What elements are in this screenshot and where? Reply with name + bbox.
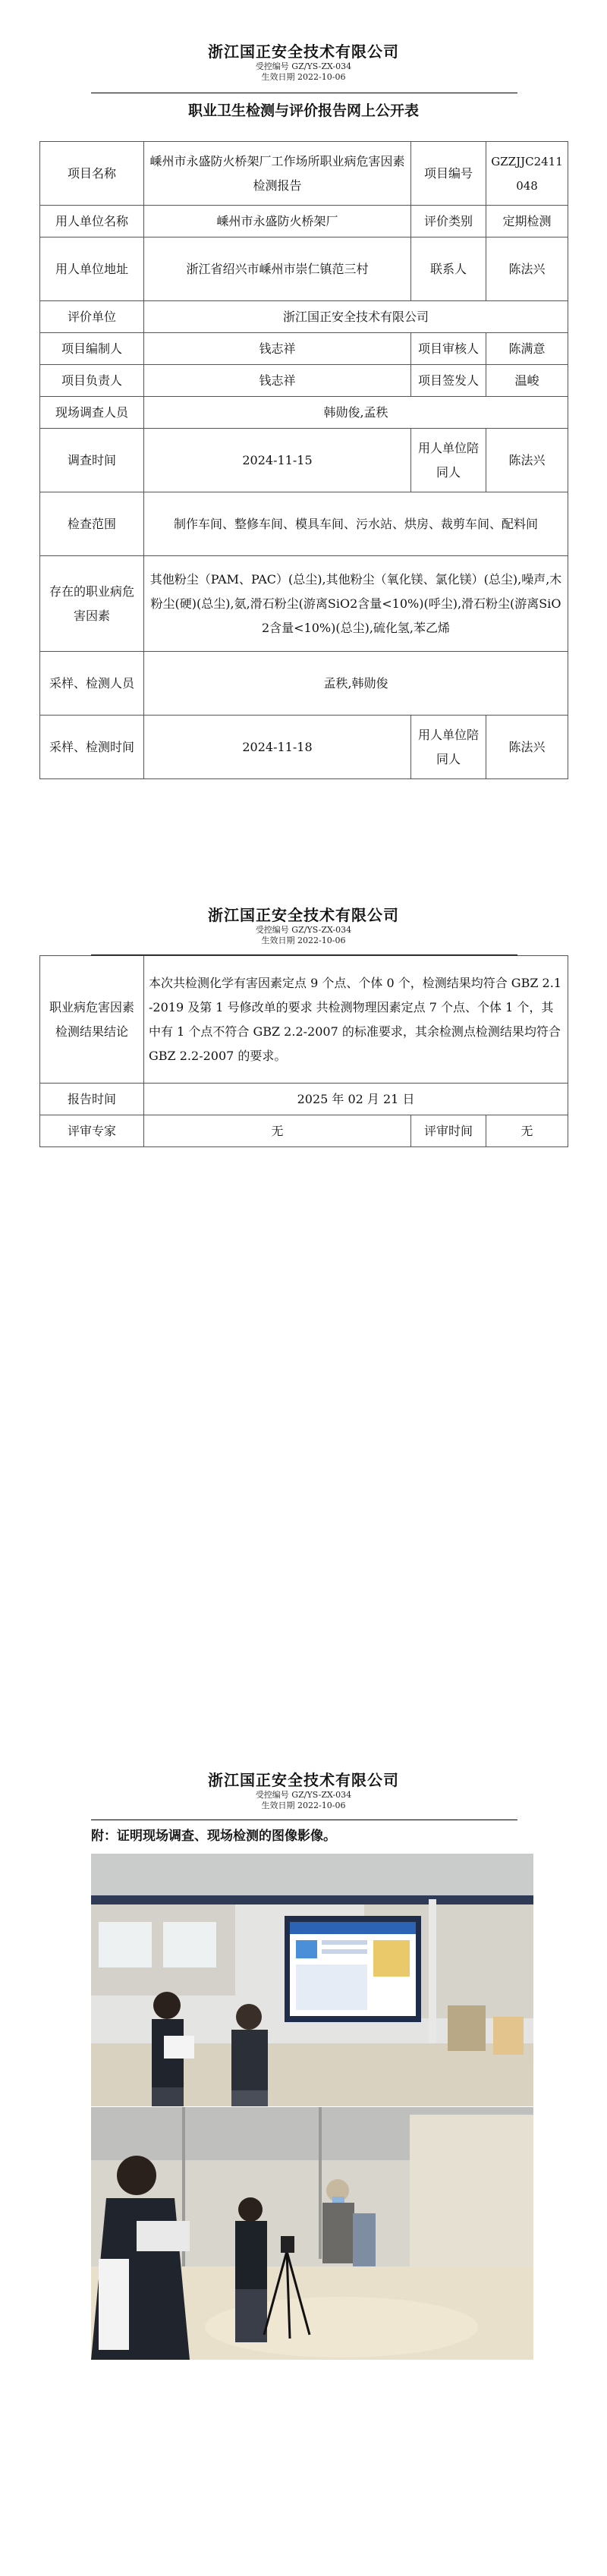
survey-time-value: 2024-11-15	[144, 429, 411, 492]
leader-value: 钱志祥	[144, 365, 411, 397]
accompany-label: 用人单位陪同人	[411, 716, 486, 779]
page3-header	[0, 1768, 607, 1811]
auditor-value: 陈满意	[486, 333, 568, 365]
sample-time-label: 采样、检测时间	[40, 716, 144, 779]
conclusion-label: 职业病危害因素检测结果结论	[40, 956, 144, 1084]
project-no-label: 项目编号	[411, 142, 486, 206]
samplers-value: 孟秩,韩勋俊	[144, 652, 568, 716]
control-number: 受控编号 GZ/YS-ZX-034	[255, 61, 352, 71]
page-title: 职业卫生检测与评价报告网上公开表	[187, 102, 419, 119]
hazards-label: 存在的职业病危害因素	[40, 556, 144, 652]
accompany-value: 陈法兴	[486, 429, 568, 492]
address-value: 浙江省绍兴市嵊州市崇仁镇范三村	[144, 237, 411, 301]
eval-unit-value: 浙江国正安全技术有限公司	[144, 301, 568, 333]
site-sampling-photo	[91, 2107, 533, 2360]
investigators-label: 现场调查人员	[40, 397, 144, 429]
conclusion-table	[39, 955, 568, 1147]
scope-label: 检查范围	[40, 492, 144, 556]
survey-time-label: 调查时间	[40, 429, 144, 492]
address-label: 用人单位地址	[40, 237, 144, 301]
experts-label: 评审专家	[40, 1115, 144, 1147]
auditor-label: 项目审核人	[411, 333, 486, 365]
hazards-value: 其他粉尘（PAM、PAC）(总尘),其他粉尘（氧化镁、氯化镁）(总尘),噪声,木粉尘(硬)(总尘),氨,滑石粉尘(游离SiO2含量<10%)(呼尘),滑石粉尘(游离SiO2含量<10%)(总尘),硫化氢,苯乙烯	[144, 556, 568, 652]
contact-value: 陈法兴	[486, 237, 568, 301]
contact-label: 联系人	[411, 237, 486, 301]
project-name-label: 项目名称	[40, 142, 144, 206]
page2-header	[0, 903, 607, 946]
report-time-label: 报告时间	[40, 1084, 144, 1115]
accompany-label: 用人单位陪同人	[411, 429, 486, 492]
scope-value: 制作车间、整修车间、模具车间、污水站、烘房、裁剪车间、配料间	[144, 492, 568, 556]
company-name: 浙江国正安全技术有限公司	[208, 42, 399, 61]
accompany-value: 陈法兴	[486, 716, 568, 779]
issuer-value: 温峻	[486, 365, 568, 397]
investigators-value: 韩勋俊,孟秩	[144, 397, 568, 429]
compiler-value: 钱志祥	[144, 333, 411, 365]
company-name: 浙江国正安全技术有限公司	[208, 906, 399, 924]
effective-date: 生效日期 2022-10-06	[261, 1801, 346, 1810]
employer-value: 嵊州市永盛防火桥架厂	[144, 206, 411, 237]
eval-unit-label: 评价单位	[40, 301, 144, 333]
company-name: 浙江国正安全技术有限公司	[208, 1771, 399, 1789]
samplers-label: 采样、检测人员	[40, 652, 144, 716]
review-time-value: 无	[486, 1115, 568, 1147]
employer-label: 用人单位名称	[40, 206, 144, 237]
eval-type-label: 评价类别	[411, 206, 486, 237]
leader-label: 项目负责人	[40, 365, 144, 397]
sample-time-value: 2024-11-18	[144, 716, 411, 779]
attachment-caption: 附：证明现场调查、现场检测的图像影像。	[91, 1829, 336, 1844]
compiler-label: 项目编制人	[40, 333, 144, 365]
issuer-label: 项目签发人	[411, 365, 486, 397]
review-time-label: 评审时间	[411, 1115, 486, 1147]
disclosure-table	[39, 141, 568, 779]
page1-header	[0, 39, 607, 83]
conclusion-value: 本次共检测化学有害因素定点 9 个点、个体 0 个，检测结果均符合 GBZ 2.1-2019 及第 1 号修改单的要求 共检测物理因素定点 7 个点、个体 1 个，其中有 1 个点不符合 GBZ 2.2-2007 的标准要求，其余检测点检测结果均符合 GBZ 2.2-2007 的要求。	[144, 956, 568, 1084]
effective-date: 生效日期 2022-10-06	[261, 72, 346, 82]
report-time-value: 2025 年 02 月 21 日	[144, 1084, 568, 1115]
site-survey-photo	[91, 1854, 533, 2106]
control-number: 受控编号 GZ/YS-ZX-034	[255, 1790, 352, 1800]
project-name-value: 嵊州市永盛防火桥架厂工作场所职业病危害因素检测报告	[144, 142, 411, 206]
effective-date: 生效日期 2022-10-06	[261, 936, 346, 945]
project-no-value: GZZJJC2411048	[486, 142, 568, 206]
experts-value: 无	[144, 1115, 411, 1147]
control-number: 受控编号 GZ/YS-ZX-034	[255, 925, 352, 935]
eval-type-value: 定期检测	[486, 206, 568, 237]
